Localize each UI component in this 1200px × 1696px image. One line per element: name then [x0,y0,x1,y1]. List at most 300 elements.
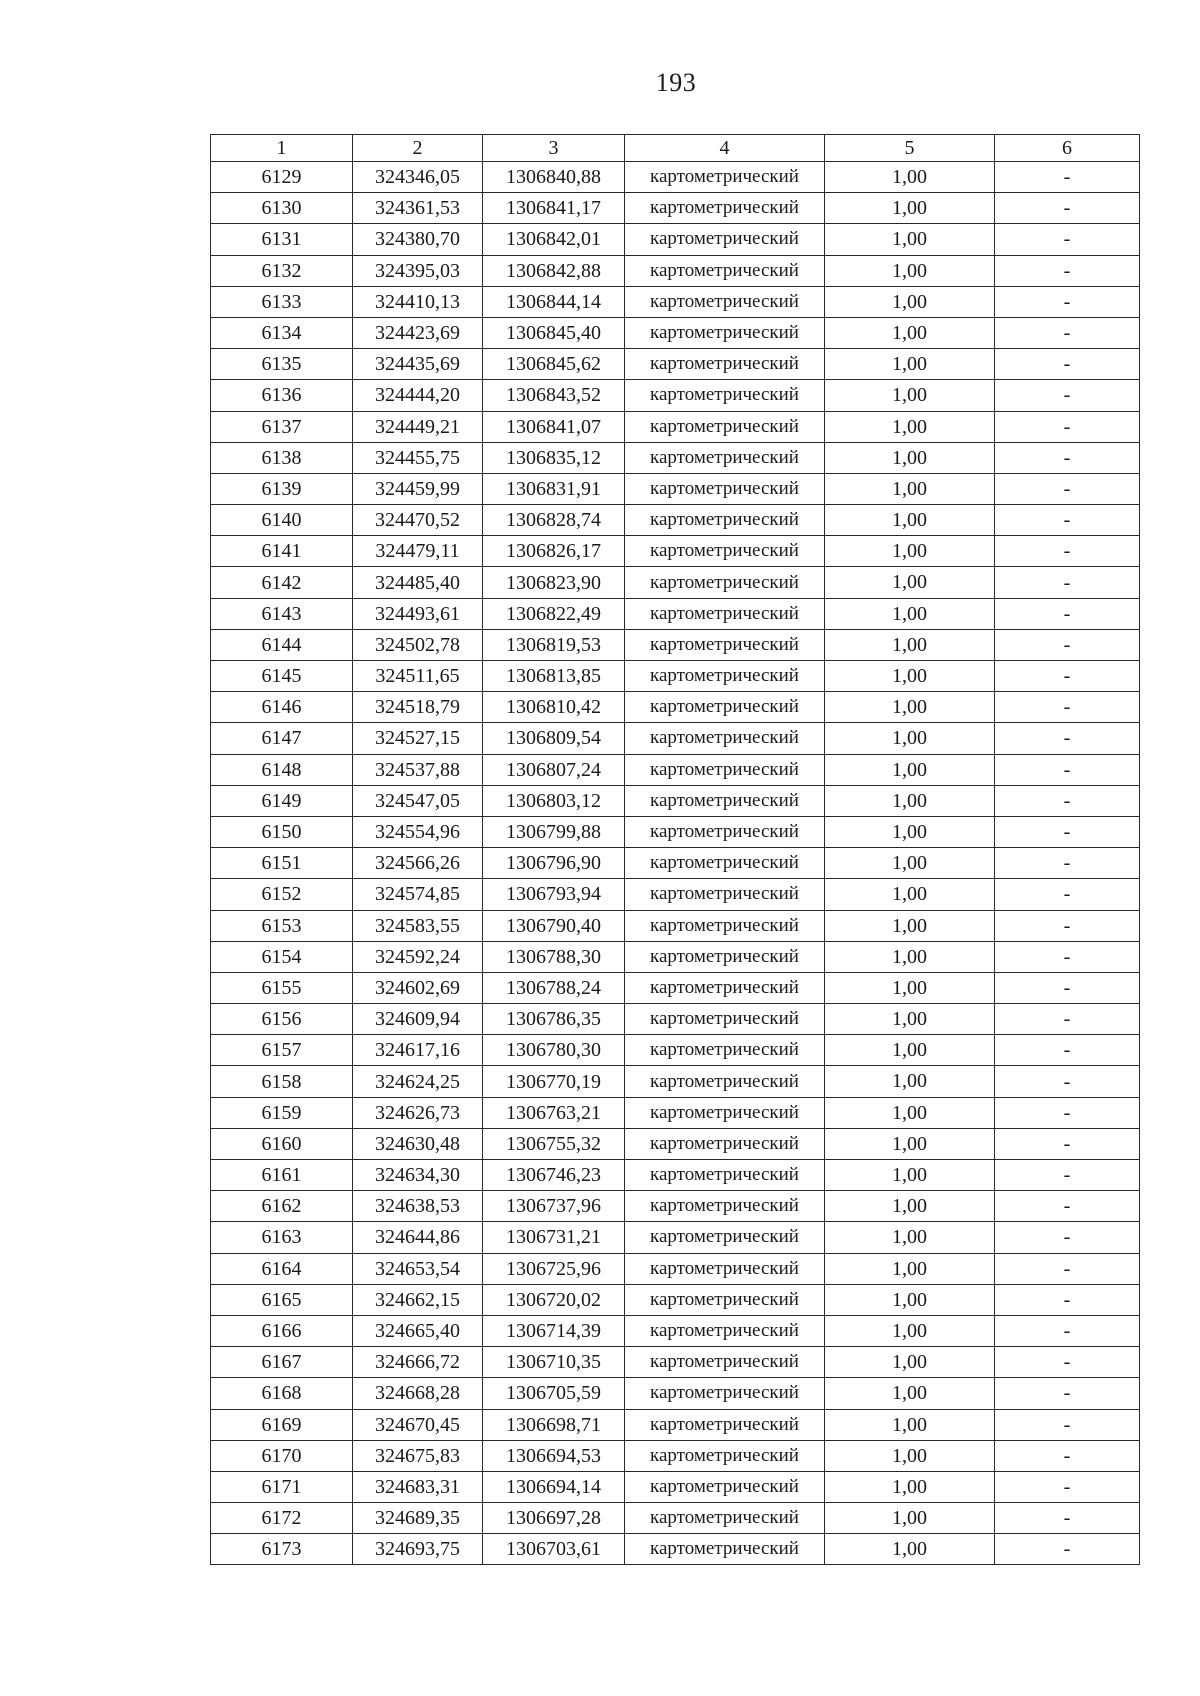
y-coordinate-cell: 1306842,01 [483,224,625,255]
x-coordinate-cell: 324518,79 [353,692,483,723]
table-row [211,411,1140,442]
table-row [211,941,1140,972]
point-number-cell: 6147 [211,723,353,754]
x-coordinate-cell: 324502,78 [353,629,483,660]
note-cell: - [995,411,1140,442]
note-cell: - [995,1004,1140,1035]
note-cell: - [995,1471,1140,1502]
method-cell: картометрический [625,411,825,442]
x-coordinate-cell: 324346,05 [353,162,483,193]
column-header: 1 [211,135,353,162]
note-cell: - [995,505,1140,536]
point-number-cell: 6155 [211,972,353,1003]
method-cell: картометрический [625,1160,825,1191]
table-row [211,1347,1140,1378]
method-cell: картометрический [625,1315,825,1346]
accuracy-cell: 1,00 [825,224,995,255]
y-coordinate-cell: 1306793,94 [483,879,625,910]
point-number-cell: 6149 [211,785,353,816]
note-cell: - [995,1503,1140,1534]
note-cell: - [995,1315,1140,1346]
point-number-cell: 6151 [211,848,353,879]
x-coordinate-cell: 324630,48 [353,1128,483,1159]
accuracy-cell: 1,00 [825,879,995,910]
point-number-cell: 6135 [211,349,353,380]
coordinates-table-container [210,134,1139,1565]
method-cell: картометрический [625,567,825,598]
point-number-cell: 6152 [211,879,353,910]
column-header: 4 [625,135,825,162]
note-cell: - [995,1534,1140,1565]
x-coordinate-cell: 324638,53 [353,1191,483,1222]
y-coordinate-cell: 1306694,14 [483,1471,625,1502]
point-number-cell: 6163 [211,1222,353,1253]
y-coordinate-cell: 1306705,59 [483,1378,625,1409]
accuracy-cell: 1,00 [825,816,995,847]
point-number-cell: 6138 [211,442,353,473]
method-cell: картометрический [625,536,825,567]
point-number-cell: 6161 [211,1160,353,1191]
point-number-cell: 6129 [211,162,353,193]
x-coordinate-cell: 324624,25 [353,1066,483,1097]
accuracy-cell: 1,00 [825,162,995,193]
x-coordinate-cell: 324609,94 [353,1004,483,1035]
y-coordinate-cell: 1306710,35 [483,1347,625,1378]
note-cell: - [995,1222,1140,1253]
note-cell: - [995,629,1140,660]
table-row [211,754,1140,785]
x-coordinate-cell: 324617,16 [353,1035,483,1066]
x-coordinate-cell: 324693,75 [353,1534,483,1565]
point-number-cell: 6148 [211,754,353,785]
table-row [211,224,1140,255]
table-body [211,162,1140,1565]
table-row [211,317,1140,348]
table-row [211,1160,1140,1191]
method-cell: картометрический [625,1222,825,1253]
y-coordinate-cell: 1306828,74 [483,505,625,536]
table-row [211,1222,1140,1253]
accuracy-cell: 1,00 [825,286,995,317]
table-row [211,1004,1140,1035]
x-coordinate-cell: 324444,20 [353,380,483,411]
note-cell: - [995,349,1140,380]
table-row [211,1191,1140,1222]
x-coordinate-cell: 324554,96 [353,816,483,847]
method-cell: картометрический [625,848,825,879]
point-number-cell: 6141 [211,536,353,567]
accuracy-cell: 1,00 [825,1097,995,1128]
table-row [211,1253,1140,1284]
table-row [211,1097,1140,1128]
table-row [211,910,1140,941]
point-number-cell: 6134 [211,317,353,348]
point-number-cell: 6169 [211,1409,353,1440]
header-row [211,135,1140,162]
point-number-cell: 6154 [211,941,353,972]
accuracy-cell: 1,00 [825,848,995,879]
method-cell: картометрический [625,692,825,723]
table-row [211,848,1140,879]
accuracy-cell: 1,00 [825,1440,995,1471]
point-number-cell: 6130 [211,193,353,224]
method-cell: картометрический [625,380,825,411]
method-cell: картометрический [625,1035,825,1066]
coordinates-table [210,134,1140,1565]
table-row [211,629,1140,660]
table-row [211,1471,1140,1502]
y-coordinate-cell: 1306720,02 [483,1284,625,1315]
column-header: 5 [825,135,995,162]
method-cell: картометрический [625,1503,825,1534]
x-coordinate-cell: 324662,15 [353,1284,483,1315]
point-number-cell: 6165 [211,1284,353,1315]
table-row [211,785,1140,816]
note-cell: - [995,1066,1140,1097]
method-cell: картометрический [625,1253,825,1284]
x-coordinate-cell: 324666,72 [353,1347,483,1378]
note-cell: - [995,661,1140,692]
accuracy-cell: 1,00 [825,910,995,941]
table-row [211,1503,1140,1534]
accuracy-cell: 1,00 [825,629,995,660]
note-cell: - [995,286,1140,317]
x-coordinate-cell: 324449,21 [353,411,483,442]
method-cell: картометрический [625,972,825,1003]
method-cell: картометрический [625,1066,825,1097]
method-cell: картометрический [625,505,825,536]
method-cell: картометрический [625,162,825,193]
y-coordinate-cell: 1306746,23 [483,1160,625,1191]
method-cell: картометрический [625,224,825,255]
note-cell: - [995,879,1140,910]
note-cell: - [995,1035,1140,1066]
y-coordinate-cell: 1306790,40 [483,910,625,941]
y-coordinate-cell: 1306755,32 [483,1128,625,1159]
method-cell: картометрический [625,785,825,816]
y-coordinate-cell: 1306807,24 [483,754,625,785]
x-coordinate-cell: 324485,40 [353,567,483,598]
table-row [211,162,1140,193]
y-coordinate-cell: 1306841,17 [483,193,625,224]
x-coordinate-cell: 324479,11 [353,536,483,567]
method-cell: картометрический [625,1191,825,1222]
method-cell: картометрический [625,1284,825,1315]
accuracy-cell: 1,00 [825,1222,995,1253]
accuracy-cell: 1,00 [825,754,995,785]
note-cell: - [995,848,1140,879]
x-coordinate-cell: 324459,99 [353,473,483,504]
accuracy-cell: 1,00 [825,661,995,692]
column-header: 3 [483,135,625,162]
accuracy-cell: 1,00 [825,193,995,224]
x-coordinate-cell: 324668,28 [353,1378,483,1409]
point-number-cell: 6156 [211,1004,353,1035]
point-number-cell: 6160 [211,1128,353,1159]
method-cell: картометрический [625,255,825,286]
point-number-cell: 6137 [211,411,353,442]
accuracy-cell: 1,00 [825,1284,995,1315]
y-coordinate-cell: 1306831,91 [483,473,625,504]
x-coordinate-cell: 324547,05 [353,785,483,816]
note-cell: - [995,442,1140,473]
point-number-cell: 6131 [211,224,353,255]
x-coordinate-cell: 324689,35 [353,1503,483,1534]
accuracy-cell: 1,00 [825,1409,995,1440]
accuracy-cell: 1,00 [825,380,995,411]
point-number-cell: 6139 [211,473,353,504]
accuracy-cell: 1,00 [825,317,995,348]
method-cell: картометрический [625,473,825,504]
point-number-cell: 6140 [211,505,353,536]
y-coordinate-cell: 1306842,88 [483,255,625,286]
accuracy-cell: 1,00 [825,598,995,629]
y-coordinate-cell: 1306826,17 [483,536,625,567]
note-cell: - [995,567,1140,598]
column-header: 6 [995,135,1140,162]
note-cell: - [995,1191,1140,1222]
point-number-cell: 6168 [211,1378,353,1409]
method-cell: картометрический [625,816,825,847]
x-coordinate-cell: 324583,55 [353,910,483,941]
method-cell: картометрический [625,442,825,473]
accuracy-cell: 1,00 [825,1253,995,1284]
y-coordinate-cell: 1306813,85 [483,661,625,692]
y-coordinate-cell: 1306810,42 [483,692,625,723]
accuracy-cell: 1,00 [825,941,995,972]
accuracy-cell: 1,00 [825,1347,995,1378]
table-row [211,1409,1140,1440]
y-coordinate-cell: 1306694,53 [483,1440,625,1471]
note-cell: - [995,692,1140,723]
table-row [211,1128,1140,1159]
accuracy-cell: 1,00 [825,349,995,380]
method-cell: картометрический [625,317,825,348]
x-coordinate-cell: 324423,69 [353,317,483,348]
point-number-cell: 6136 [211,380,353,411]
accuracy-cell: 1,00 [825,1503,995,1534]
y-coordinate-cell: 1306731,21 [483,1222,625,1253]
accuracy-cell: 1,00 [825,692,995,723]
note-cell: - [995,754,1140,785]
table-row [211,1378,1140,1409]
note-cell: - [995,910,1140,941]
method-cell: картометрический [625,1471,825,1502]
note-cell: - [995,941,1140,972]
note-cell: - [995,598,1140,629]
x-coordinate-cell: 324435,69 [353,349,483,380]
table-row [211,816,1140,847]
note-cell: - [995,1160,1140,1191]
point-number-cell: 6164 [211,1253,353,1284]
y-coordinate-cell: 1306725,96 [483,1253,625,1284]
accuracy-cell: 1,00 [825,567,995,598]
table-row [211,1534,1140,1565]
y-coordinate-cell: 1306737,96 [483,1191,625,1222]
y-coordinate-cell: 1306823,90 [483,567,625,598]
point-number-cell: 6132 [211,255,353,286]
x-coordinate-cell: 324644,86 [353,1222,483,1253]
note-cell: - [995,224,1140,255]
y-coordinate-cell: 1306703,61 [483,1534,625,1565]
accuracy-cell: 1,00 [825,1315,995,1346]
x-coordinate-cell: 324602,69 [353,972,483,1003]
table-row [211,661,1140,692]
table-row [211,349,1140,380]
y-coordinate-cell: 1306780,30 [483,1035,625,1066]
table-row [211,505,1140,536]
point-number-cell: 6157 [211,1035,353,1066]
method-cell: картометрический [625,1004,825,1035]
x-coordinate-cell: 324574,85 [353,879,483,910]
y-coordinate-cell: 1306714,39 [483,1315,625,1346]
table-header [211,135,1140,162]
method-cell: картометрический [625,1097,825,1128]
note-cell: - [995,1378,1140,1409]
x-coordinate-cell: 324675,83 [353,1440,483,1471]
accuracy-cell: 1,00 [825,1128,995,1159]
point-number-cell: 6170 [211,1440,353,1471]
x-coordinate-cell: 324511,65 [353,661,483,692]
accuracy-cell: 1,00 [825,723,995,754]
table-row [211,598,1140,629]
accuracy-cell: 1,00 [825,1066,995,1097]
point-number-cell: 6158 [211,1066,353,1097]
accuracy-cell: 1,00 [825,972,995,1003]
y-coordinate-cell: 1306786,35 [483,1004,625,1035]
note-cell: - [995,473,1140,504]
table-row [211,567,1140,598]
accuracy-cell: 1,00 [825,1191,995,1222]
note-cell: - [995,1409,1140,1440]
table-row [211,1035,1140,1066]
x-coordinate-cell: 324566,26 [353,848,483,879]
accuracy-cell: 1,00 [825,473,995,504]
y-coordinate-cell: 1306809,54 [483,723,625,754]
method-cell: картометрический [625,1378,825,1409]
x-coordinate-cell: 324361,53 [353,193,483,224]
accuracy-cell: 1,00 [825,1534,995,1565]
note-cell: - [995,380,1140,411]
x-coordinate-cell: 324537,88 [353,754,483,785]
x-coordinate-cell: 324395,03 [353,255,483,286]
y-coordinate-cell: 1306843,52 [483,380,625,411]
accuracy-cell: 1,00 [825,442,995,473]
point-number-cell: 6166 [211,1315,353,1346]
method-cell: картометрический [625,598,825,629]
accuracy-cell: 1,00 [825,536,995,567]
y-coordinate-cell: 1306763,21 [483,1097,625,1128]
method-cell: картометрический [625,941,825,972]
point-number-cell: 6162 [211,1191,353,1222]
y-coordinate-cell: 1306796,90 [483,848,625,879]
x-coordinate-cell: 324683,31 [353,1471,483,1502]
y-coordinate-cell: 1306841,07 [483,411,625,442]
x-coordinate-cell: 324670,45 [353,1409,483,1440]
table-row [211,380,1140,411]
point-number-cell: 6146 [211,692,353,723]
accuracy-cell: 1,00 [825,411,995,442]
table-row [211,1284,1140,1315]
method-cell: картометрический [625,1128,825,1159]
accuracy-cell: 1,00 [825,1471,995,1502]
point-number-cell: 6142 [211,567,353,598]
x-coordinate-cell: 324626,73 [353,1097,483,1128]
accuracy-cell: 1,00 [825,1378,995,1409]
method-cell: картометрический [625,1440,825,1471]
table-row [211,972,1140,1003]
note-cell: - [995,816,1140,847]
note-cell: - [995,972,1140,1003]
point-number-cell: 6153 [211,910,353,941]
y-coordinate-cell: 1306845,62 [483,349,625,380]
method-cell: картометрический [625,910,825,941]
note-cell: - [995,255,1140,286]
y-coordinate-cell: 1306844,14 [483,286,625,317]
note-cell: - [995,193,1140,224]
accuracy-cell: 1,00 [825,1035,995,1066]
table-row [211,193,1140,224]
method-cell: картометрический [625,1347,825,1378]
x-coordinate-cell: 324493,61 [353,598,483,629]
note-cell: - [995,317,1140,348]
point-number-cell: 6144 [211,629,353,660]
method-cell: картометрический [625,1534,825,1565]
x-coordinate-cell: 324527,15 [353,723,483,754]
method-cell: картометрический [625,879,825,910]
y-coordinate-cell: 1306840,88 [483,162,625,193]
x-coordinate-cell: 324634,30 [353,1160,483,1191]
point-number-cell: 6150 [211,816,353,847]
method-cell: картометрический [625,661,825,692]
accuracy-cell: 1,00 [825,1160,995,1191]
y-coordinate-cell: 1306819,53 [483,629,625,660]
note-cell: - [995,1253,1140,1284]
table-row [211,1315,1140,1346]
note-cell: - [995,723,1140,754]
accuracy-cell: 1,00 [825,505,995,536]
accuracy-cell: 1,00 [825,255,995,286]
y-coordinate-cell: 1306788,30 [483,941,625,972]
table-row [211,473,1140,504]
method-cell: картометрический [625,754,825,785]
table-row [211,723,1140,754]
y-coordinate-cell: 1306788,24 [483,972,625,1003]
x-coordinate-cell: 324653,54 [353,1253,483,1284]
x-coordinate-cell: 324410,13 [353,286,483,317]
y-coordinate-cell: 1306822,49 [483,598,625,629]
note-cell: - [995,536,1140,567]
point-number-cell: 6143 [211,598,353,629]
y-coordinate-cell: 1306803,12 [483,785,625,816]
accuracy-cell: 1,00 [825,1004,995,1035]
point-number-cell: 6173 [211,1534,353,1565]
accuracy-cell: 1,00 [825,785,995,816]
y-coordinate-cell: 1306698,71 [483,1409,625,1440]
method-cell: картометрический [625,193,825,224]
y-coordinate-cell: 1306845,40 [483,317,625,348]
table-row [211,442,1140,473]
x-coordinate-cell: 324380,70 [353,224,483,255]
table-row [211,692,1140,723]
note-cell: - [995,162,1140,193]
y-coordinate-cell: 1306799,88 [483,816,625,847]
table-row [211,1440,1140,1471]
method-cell: картометрический [625,629,825,660]
note-cell: - [995,1128,1140,1159]
note-cell: - [995,785,1140,816]
page-number: 193 [655,68,697,97]
